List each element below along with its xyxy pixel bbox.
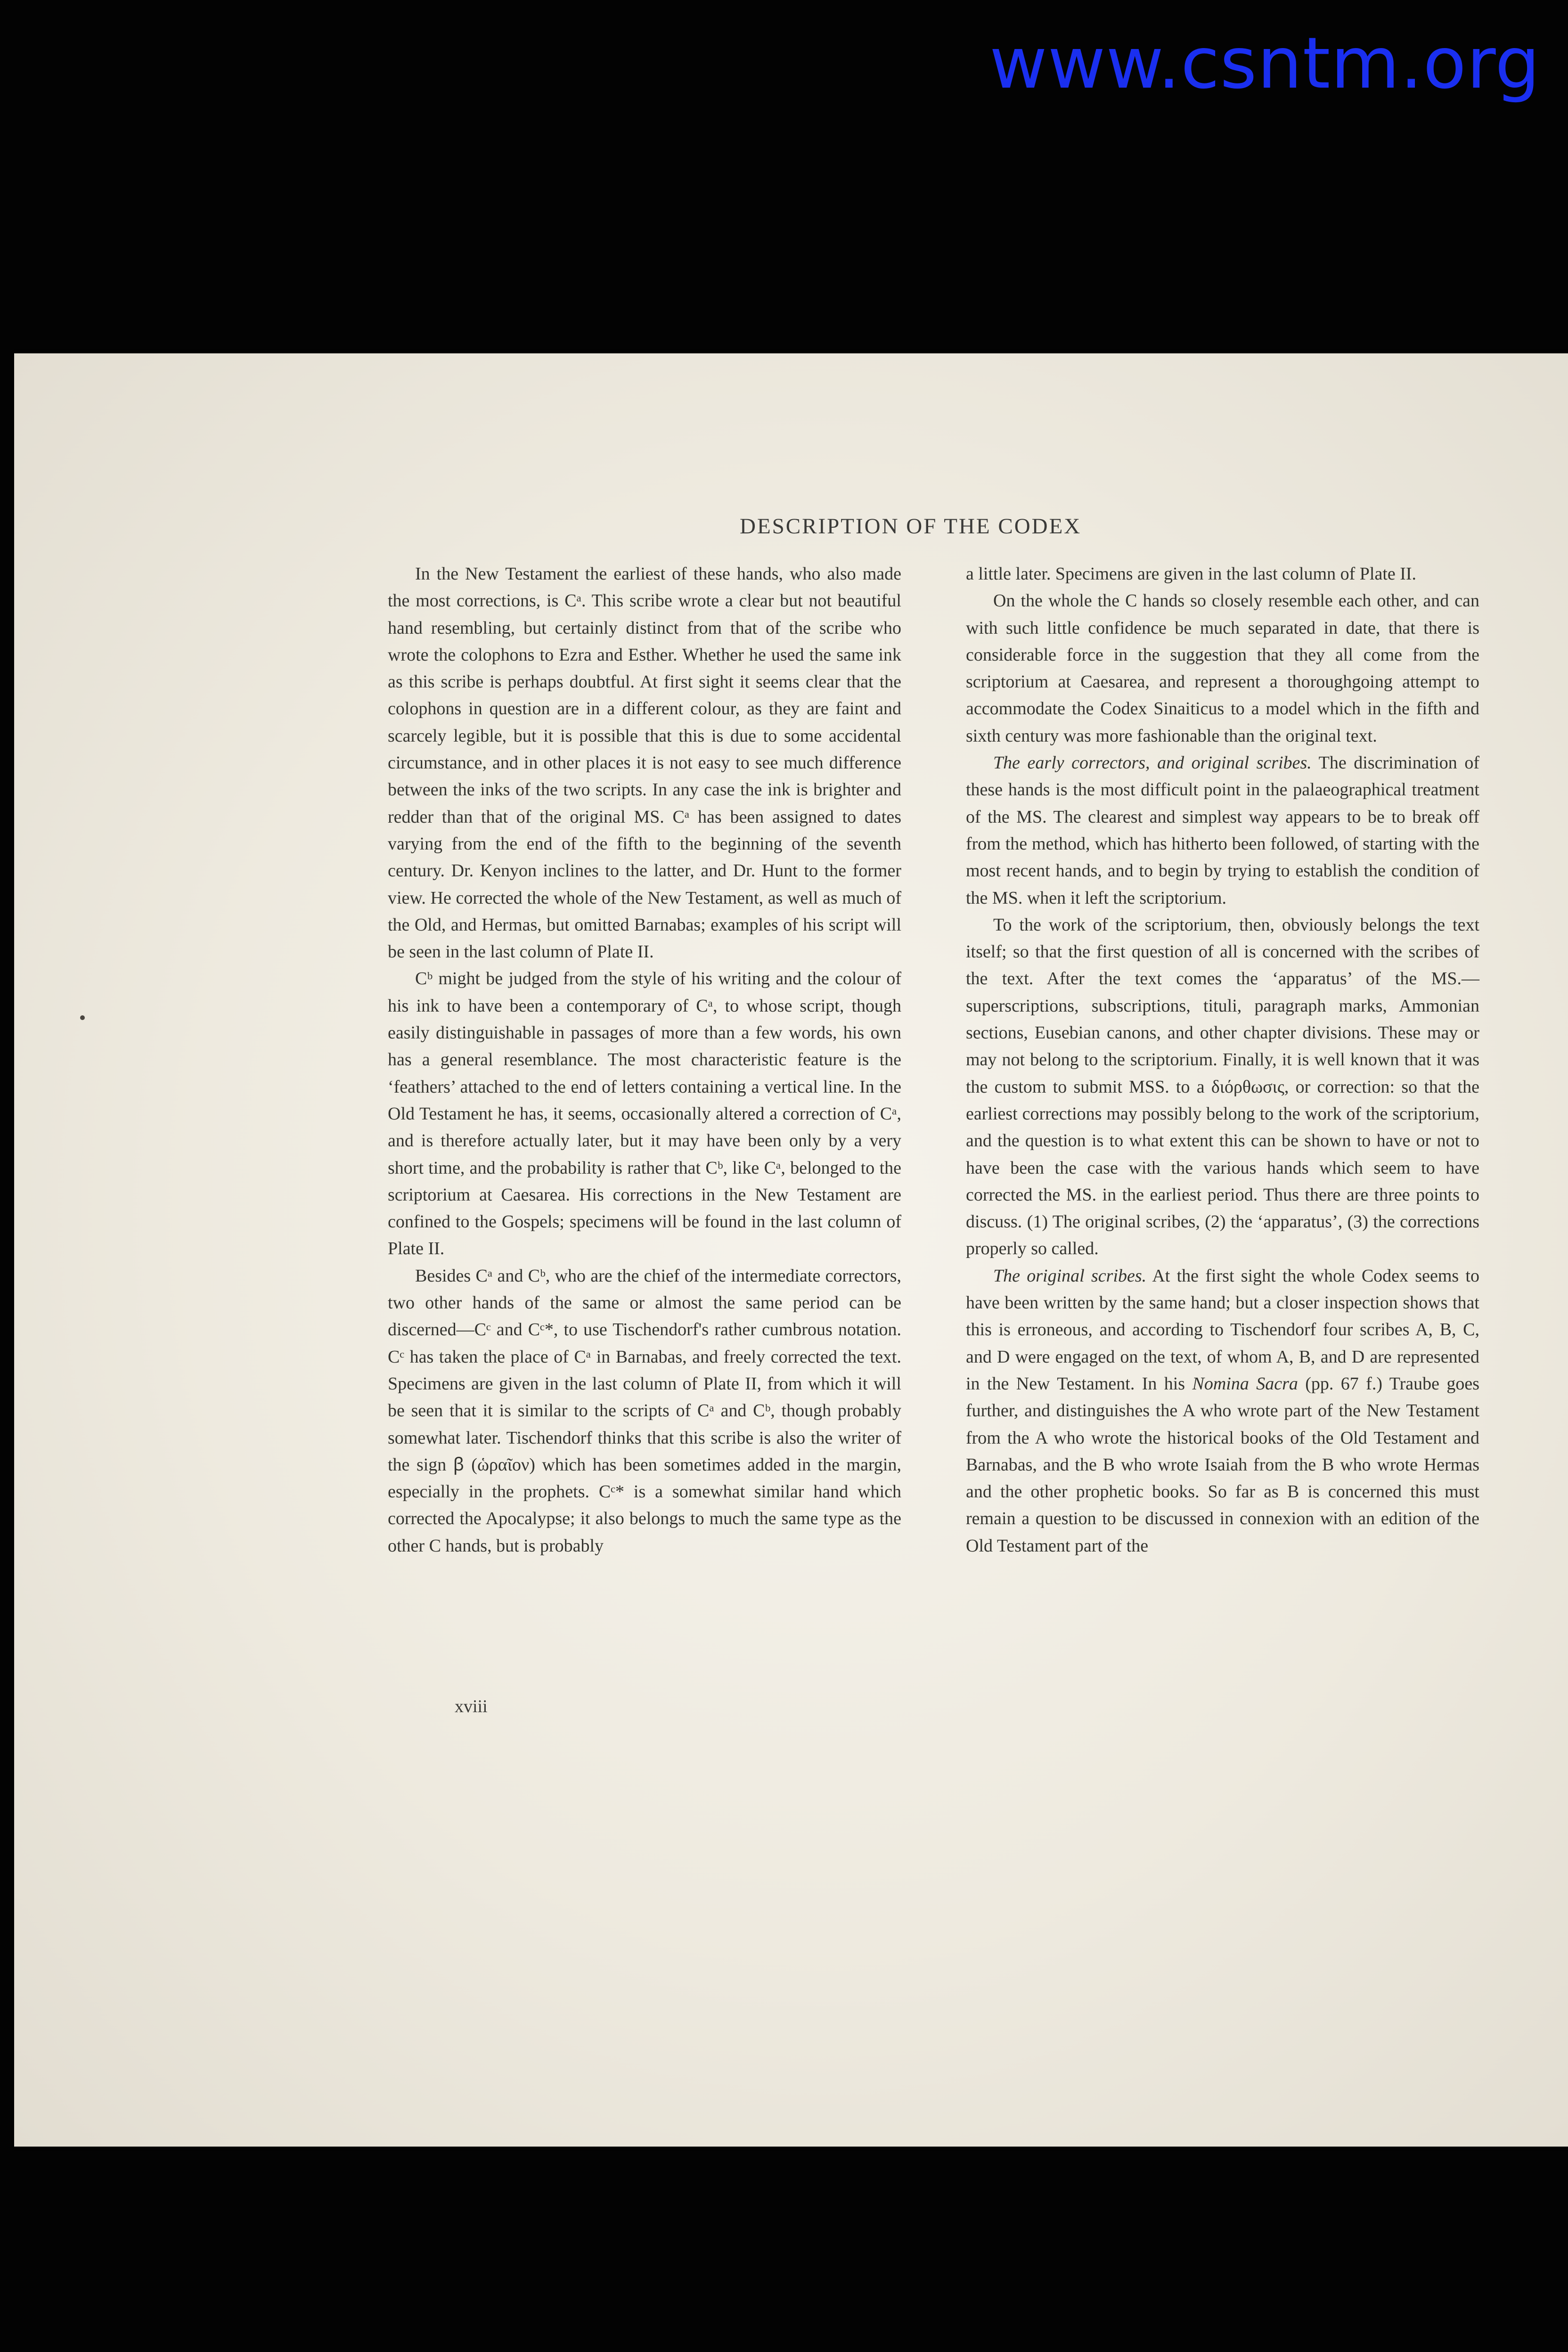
- book-title-nomina-sacra: Nomina Sacra: [1192, 1373, 1298, 1394]
- left-column: [388, 561, 901, 1560]
- right-paragraph-1: a little later. Specimens are given in the last column of Plate II.: [966, 564, 1417, 584]
- right-paragraph-2: On the whole the C hands so closely resemble each other, and can with such little confidence be much separated in date, that there is considerable force in the suggestion that they all come from the scriptorium at Caesarea, and represent a thoroughgoing attempt to accommodate the Codex Sinaiticus to a model which in the fifth and sixth century was more fashionable than the original text.: [966, 591, 1479, 746]
- greek-term: διόρθωσις: [1211, 1077, 1284, 1097]
- section-title-early-correctors: The early correctors, and original scribes.: [993, 753, 1312, 773]
- right-column: [966, 561, 1479, 1560]
- right-paragraph-3-text: The discrimination of these hands is the most difficult point in the palaeographical treatment of the MS. The clearest and simplest way appears to be to break off from the method, which has hitherto been followed, of starting with the most recent hands, and to begin by trying to establish the condition of the MS. when it left the scriptorium.: [966, 753, 1479, 908]
- right-paragraph-4-text-a: To the work of the scriptorium, then, obviously belongs the text itself; so that the first question of all is concerned with the scribes of the text. After the text comes the ‘apparatus’ of the MS.—superscriptions, subscriptions, tituli, paragraph marks, Ammonian sections, Eusebian canons, and other chapter divisions. These may or may not belong to the scriptorium. Finally, it is well known that it was the custom to submit MSS. to a: [966, 915, 1479, 1097]
- page-heading: DESCRIPTION OF THE CODEX: [740, 514, 1082, 539]
- left-paragraph-2: Cᵇ might be judged from the style of his writing and the colour of his ink to have been a contemporary of Cᵃ, to whose script, though easily distinguishable in passages of more than a few words, his own has a general resemblance. The most characteristic feature is the ‘feathers’ attached to the end of letters containing a vertical line. In the Old Testament he has, it seems, occasionally altered a correction of Cᵃ, and is therefore actually later, but it may have been only by a very short time, and the probability is rather that Cᵇ, like Cᵃ, belonged to the scriptorium at Caesarea. His corrections in the New Testament are confined to the Gospels; specimens will be found in the last column of Plate II.: [388, 969, 901, 1259]
- right-paragraph-3: [966, 750, 1479, 912]
- left-paragraph-3: Besides Cᵃ and Cᵇ, who are the chief of the intermediate correctors, two other hands of the same or almost the same period can be discerned—Cᶜ and Cᶜ*, to use Tischendorf's rather cumbrous notation. Cᶜ has taken the place of Cᵃ in Barnabas, and freely corrected the text. Specimens are given in the last column of Plate II, from which it will be seen that it is similar to the scripts of Cᵃ and Cᵇ, though probably somewhat later. Tischendorf thinks that this scribe is also the writer of the sign ꞵ (ὡραῖον) which has been sometimes added in the margin, especially in the prophets. Cᶜ* is a somewhat similar hand which corrected the Apocalypse; it also belongs to much the same type as the other C hands, but is probably: [388, 1266, 901, 1556]
- section-title-original-scribes: The original scribes.: [993, 1266, 1147, 1286]
- page-number: xviii: [455, 1697, 488, 1716]
- right-paragraph-5: [966, 1263, 1479, 1560]
- right-paragraph-5-text-a: At the first sight the whole Codex seems to have been written by the same hand; but a closer inspection shows that this is erroneous, and according to Tischendorf four scribes A, B, C, and D were engaged on the text, of whom A, B, and D are represented in the New Testament. In his: [966, 1266, 1479, 1394]
- right-paragraph-4: [966, 912, 1479, 1263]
- page-speck: [80, 1015, 85, 1020]
- manuscript-page: [14, 353, 1568, 2147]
- left-paragraph-1: In the New Testament the earliest of these hands, who also made the most corrections, is Cᵃ. This scribe wrote a clear but not beautiful hand resembling, but certainly distinct from that of the scribe who wrote the colophons to Ezra and Esther. Whether he used the same ink as this scribe is perhaps doubtful. At first sight it seems clear that the colophons in question are in a different colour, as they are faint and scarcely legible, but it is possible that this is due to some accidental circumstance, and in other places it is not easy to see much difference between the inks of the two scripts. In any case the ink is brighter and redder than that of the original MS. Cᵃ has been assigned to dates varying from the end of the fifth to the beginning of the seventh century. Dr. Kenyon inclines to the latter, and Dr. Hunt to the former view. He corrected the whole of the New Testament, as well as much of the Old, and Hermas, but omitted Barnabas; examples of his script will be seen in the last column of Plate II.: [388, 564, 901, 962]
- site-watermark: www.csntm.org: [989, 23, 1541, 105]
- right-paragraph-4-text-b: , or correction: so that the earliest corrections may possibly belong to the work of the scriptorium, and the question is to what extent this can be shown to have or not to have been the case with the various hands which seem to have corrected the MS. in the earliest period. Thus there are three points to discuss. (1) The original scribes, (2) the ‘apparatus’, (3) the corrections properly so called.: [966, 1077, 1479, 1259]
- right-paragraph-5-text-b: (pp. 67 f.) Traube goes further, and distinguishes the A who wrote part of the New Testament from the A who wrote the historical books of the Old Testament and Barnabas, and the B who wrote Isaiah from the B who wrote Hermas and the other prophetic books. So far as B is concerned this must remain a question to be discussed in connexion with an edition of the Old Testament part of the: [966, 1373, 1479, 1556]
